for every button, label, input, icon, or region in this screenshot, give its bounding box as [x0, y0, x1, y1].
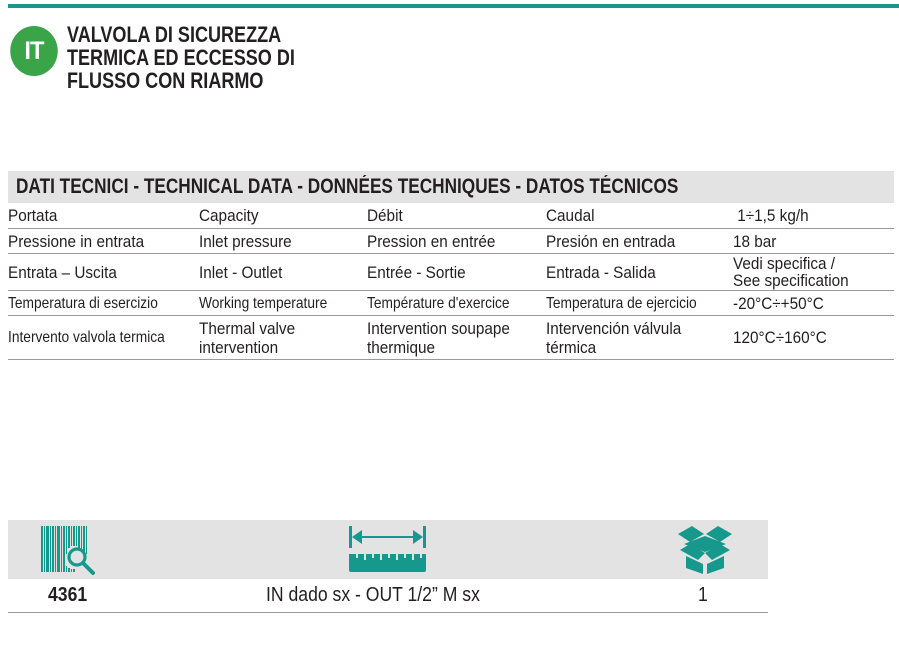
spec-label-es: Presión en entrada [546, 231, 676, 251]
barcode-search-icon [41, 524, 103, 581]
spec-label-es-line-2: térmica [546, 337, 597, 357]
spec-label-en-line-2: intervention [199, 337, 279, 357]
codes-icon-header [8, 520, 768, 579]
spec-label-en: Inlet - Outlet [199, 262, 283, 282]
spec-row-capacity [8, 203, 894, 229]
product-code: 4361 [48, 584, 88, 606]
spec-value: 1÷1,5 kg/h [733, 206, 809, 225]
spec-row-inlet-pressure [8, 229, 894, 254]
spec-label-es: Temperatura de ejercicio [546, 294, 697, 312]
spec-label-en: Working temperature [199, 294, 328, 312]
spec-label-fr: Pression en entrée [367, 231, 496, 251]
open-box-icon [676, 526, 734, 579]
title-line-3: FLUSSO CON RIARMO [67, 68, 264, 93]
spec-value-line-1: Vedi specifica / [733, 254, 836, 273]
technical-data-table [8, 171, 894, 360]
spec-label-it: Pressione in entrata [8, 231, 145, 251]
spec-label-it: Entrata – Uscita [8, 262, 117, 282]
title-line-2: TERMICA ED ECCESSO DI [67, 45, 295, 70]
spec-label-en-line-1: Thermal valve [199, 318, 296, 338]
spec-label-fr-line-1: Intervention soupape [367, 318, 510, 338]
spec-row-thermal-valve-intervention [8, 316, 894, 360]
spec-value: -20°C÷+50°C [733, 293, 824, 313]
product-codes-table [8, 520, 768, 613]
spec-label-fr: Température d'exercice [367, 294, 510, 312]
spec-value-line-2: See specification [733, 271, 849, 290]
spec-value: 18 bar [733, 231, 777, 251]
technical-data-heading-text: DATI TECNICI - TECHNICAL DATA - DONNÉES TECHNIQUES - DATOS TÉCNICOS [16, 175, 679, 198]
spec-label-fr-line-2: thermique [367, 337, 436, 357]
spec-label-fr: Débit [367, 206, 403, 225]
spec-value: 120°C÷160°C [733, 328, 827, 347]
connection-spec: IN dado sx - OUT 1/2” M sx [266, 584, 480, 606]
technical-data-heading [8, 171, 894, 203]
spec-row-inlet-outlet [8, 254, 894, 291]
spec-label-fr: Entrée - Sortie [367, 262, 466, 282]
measure-ruler-icon [348, 526, 428, 579]
language-badge [10, 26, 58, 76]
product-code-row [8, 579, 768, 613]
spec-label-it: Intervento valvola termica [8, 329, 165, 346]
spec-label-es: Entrada - Salida [546, 262, 656, 282]
product-title [67, 23, 313, 92]
title-line-1: VALVOLA DI SICUREZZA [67, 22, 282, 47]
top-accent-rule [8, 4, 899, 8]
spec-label-it: Portata [8, 206, 58, 225]
spec-label-es-line-1: Intervención válvula [546, 318, 682, 338]
spec-row-working-temperature [8, 291, 894, 316]
spec-label-en: Inlet pressure [199, 231, 292, 251]
spec-label-en: Capacity [199, 206, 259, 225]
pack-quantity: 1 [698, 584, 708, 606]
spec-label-it: Temperatura di esercizio [8, 294, 158, 312]
spec-label-es: Caudal [546, 206, 595, 225]
language-badge-label: IT [24, 36, 44, 65]
